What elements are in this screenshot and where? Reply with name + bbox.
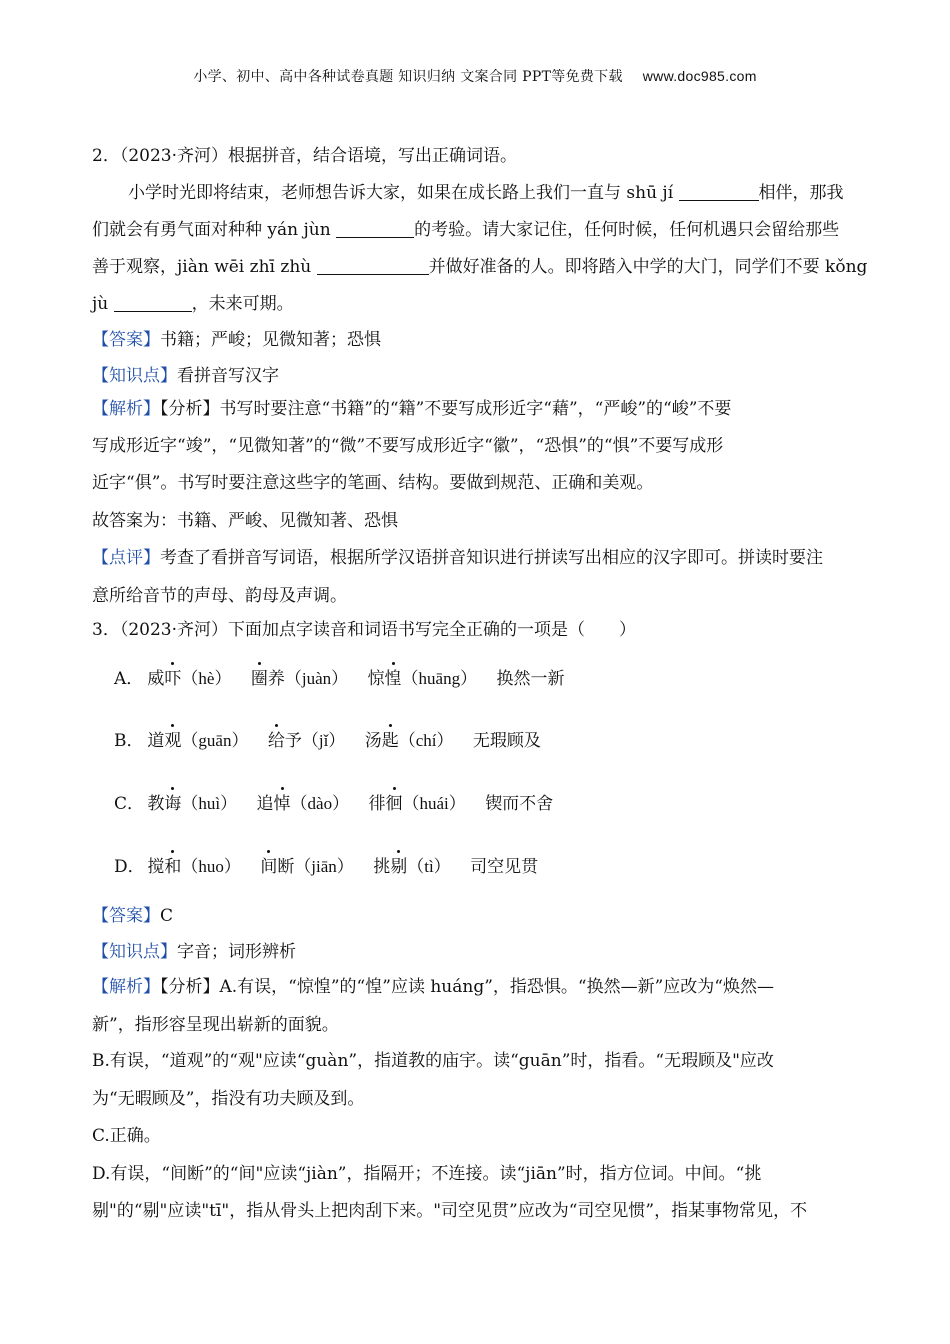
- q2-analysis-line-4: 故答案为：书籍、严峻、见微知著、恐惧: [92, 511, 398, 531]
- option-letter: A．: [114, 669, 144, 689]
- passage-text: 善于观察，jiàn wēi zhī zhù: [92, 257, 317, 277]
- knowledge-tag: 【知识点】: [92, 366, 177, 386]
- q3-analysis-line-6: D.有误，“间断”的“间"应读“jiàn”，指隔开；不连接。读“jiān”时，指方位词。中间。“挑: [92, 1164, 762, 1184]
- option-word-4: 换然一新: [496, 669, 565, 689]
- passage-text: 小学时光即将结束，老师想告诉大家，如果在成长路上我们一直与 shū jí: [128, 183, 679, 203]
- passage-text: jù: [92, 294, 114, 314]
- answer-text: C: [160, 906, 174, 926]
- option-word-2: 给予（jǐ）: [268, 728, 345, 754]
- option-a[interactable]: [114, 666, 579, 692]
- option-word-3: 汤匙（chí）: [365, 728, 454, 754]
- dotted-char: 观: [164, 728, 181, 754]
- page-header: [0, 66, 950, 86]
- q3-analysis-line-5: C.正确。: [92, 1126, 161, 1146]
- q2-knowledge-point: [92, 364, 862, 388]
- q3-analysis-line-2: 新”，指形容呈现出崭新的面貌。: [92, 1015, 339, 1035]
- header-text: 小学、初中、高中各种试卷真题 知识归纳 文案合同 PPT等免费下载: [193, 69, 623, 85]
- option-word-1: 道观（guān）: [147, 728, 248, 754]
- q3-analysis-line-3: B.有误，“道观”的“观"应读“guàn”，指道教的庙宇。读“guān”时，指看。“无瑕顾及"应改: [92, 1051, 774, 1071]
- dotted-char: 剔: [390, 854, 407, 880]
- q2-answer: [92, 328, 862, 352]
- comment-tag: 【点评】: [92, 548, 160, 568]
- answer-blank-4[interactable]: [114, 293, 192, 312]
- q2-passage-line-1: [128, 181, 898, 205]
- knowledge-tag: 【知识点】: [92, 942, 177, 962]
- option-d[interactable]: [114, 854, 552, 880]
- option-word-4: 锲而不舍: [485, 794, 554, 814]
- q3-knowledge-point: [92, 940, 862, 964]
- q2-passage-line-4: [92, 292, 862, 316]
- analysis-tag: 【解析】: [92, 977, 160, 997]
- q3-answer: [92, 904, 862, 928]
- option-b[interactable]: [114, 728, 555, 754]
- passage-text: 并做好准备的人。即将踏入中学的大门，同学们不要 kǒng: [428, 257, 868, 277]
- q2-title: 2．（2023·齐河）根据拼音，结合语境，写出正确词语。: [92, 146, 517, 166]
- option-word-3: 挑剔（tì）: [373, 854, 450, 880]
- option-word-3: 惊惶（huāng）: [368, 666, 478, 692]
- option-c[interactable]: [114, 791, 567, 817]
- q3-analysis-line-7: 剔"的“剔"应读"tī"，指从骨头上把肉刮下来。"司空见贯”应改为“司空见惯”，指某事物常见，不: [92, 1201, 808, 1221]
- answer-tag: 【答案】: [92, 906, 160, 926]
- answer-blank-3[interactable]: [317, 256, 429, 275]
- dotted-char: 匙: [382, 728, 399, 754]
- comment-text: 考查了看拼音写词语，根据所学汉语拼音知识进行拼读写出相应的汉字即可。拼读时要注: [160, 548, 823, 568]
- q2-analysis-line-1: [92, 397, 862, 421]
- q3-analysis-line-1: [92, 975, 862, 999]
- option-letter: C．: [114, 794, 145, 814]
- dotted-char: 给: [268, 728, 285, 754]
- answer-tag: 【答案】: [92, 330, 160, 350]
- dotted-char: 诲: [164, 791, 181, 817]
- analysis-text: 【分析】A.有误，“惊惶”的“惶”应读 huáng”，指恐惧。“换然—新”应改为“焕然—: [160, 977, 774, 997]
- dotted-char: 悼: [274, 791, 291, 817]
- answer-blank-2[interactable]: [336, 219, 414, 238]
- dotted-char: 圈: [251, 666, 268, 692]
- answer-blank-1[interactable]: [679, 182, 759, 201]
- option-word-4: 无瑕顾及: [472, 731, 541, 751]
- passage-text: 们就会有勇气面对种种 yán jùn: [92, 220, 337, 240]
- option-word-3: 徘徊（huái）: [369, 791, 466, 817]
- option-letter: D．: [114, 857, 145, 877]
- header-site-link[interactable]: www.doc985.com: [642, 68, 757, 84]
- dotted-char: 徊: [386, 791, 403, 817]
- q3-title: 3．（2023·齐河）下面加点字读音和词语书写完全正确的一项是（ ）: [92, 620, 636, 640]
- answer-text: 书籍；严峻；见微知著；恐惧: [160, 330, 381, 350]
- dotted-char: 和: [164, 854, 181, 880]
- option-word-2: 追悼（dào）: [257, 791, 350, 817]
- analysis-tag: 【解析】: [92, 399, 160, 419]
- q2-passage-line-2: [92, 218, 862, 242]
- q3-analysis-line-4: 为“无暇顾及”，指没有功夫顾及到。: [92, 1089, 365, 1109]
- option-word-1: 威吓（hè）: [147, 666, 231, 692]
- option-word-4: 司空见贯: [470, 857, 539, 877]
- option-word-2: 间断（jiān）: [260, 854, 354, 880]
- q2-comment-line-1: [92, 546, 862, 570]
- analysis-text: 【分析】书写时要注意“书籍”的“籍”不要写成形近字“藉”，“严峻”的“峻”不要: [160, 399, 732, 419]
- dotted-char: 惶: [385, 666, 402, 692]
- knowledge-text: 看拼音写汉字: [177, 366, 279, 386]
- option-word-1: 教诲（huì）: [147, 791, 237, 817]
- passage-text: ，未来可期。: [191, 294, 294, 314]
- dotted-char: 间: [260, 854, 277, 880]
- knowledge-text: 字音；词形辨析: [177, 942, 296, 962]
- passage-text: 的考验。请大家记住，任何时候，任何机遇只会留给那些: [414, 220, 840, 240]
- q2-passage-line-3: [92, 255, 868, 279]
- dotted-char: 吓: [164, 666, 181, 692]
- q2-analysis-line-2: 写成形近字“竣”，“见微知著”的“微”不要写成形近字“徽”，“恐惧”的“惧”不要写成形: [92, 436, 724, 456]
- option-letter: B．: [114, 731, 144, 751]
- option-word-1: 搅和（huo）: [147, 854, 241, 880]
- option-word-2: 圈养（juàn）: [251, 666, 348, 692]
- passage-text: 相伴，那我: [758, 183, 844, 203]
- q2-comment-line-2: 意所给音节的声母、韵母及声调。: [92, 586, 347, 606]
- q2-analysis-line-3: 近字“俱”。书写时要注意这些字的笔画、结构。要做到规范、正确和美观。: [92, 473, 654, 493]
